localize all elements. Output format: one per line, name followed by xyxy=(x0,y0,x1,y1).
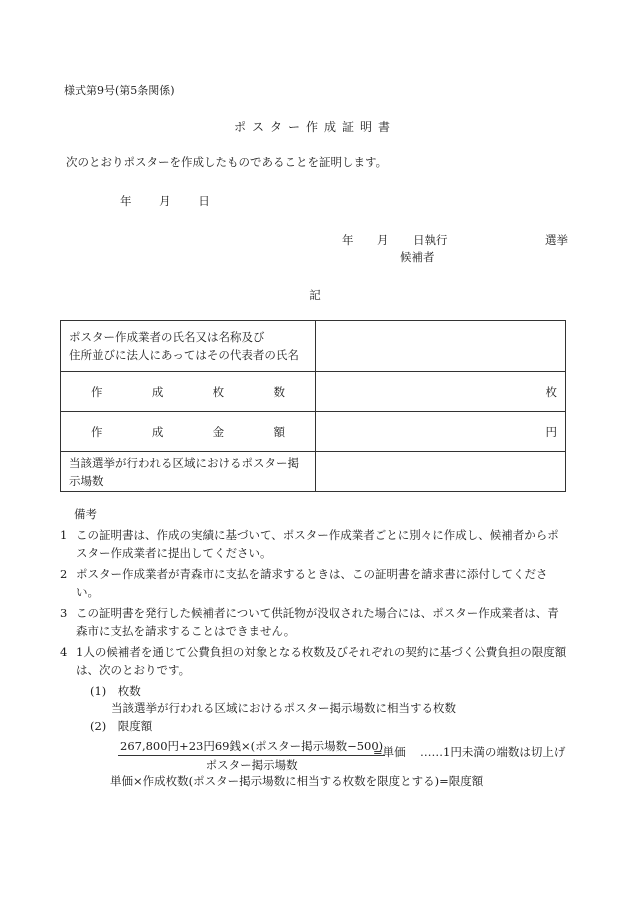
election-day-label: 日執行 xyxy=(413,233,448,247)
note-item xyxy=(60,565,570,601)
election-month-label: 月 xyxy=(377,233,389,247)
sub1-text: 当該選挙が行われる区域におけるポスター掲示場数に相当する枚数 xyxy=(111,701,456,715)
election-suffix: 選挙 xyxy=(545,233,568,247)
note-item xyxy=(60,604,570,640)
amount-unit: 円 xyxy=(545,424,557,439)
boards-value-cell[interactable] xyxy=(316,452,566,492)
boards-label-line1: 当該選挙が行われる区域におけるポスター掲 xyxy=(69,455,299,470)
formula-result: =単価 xyxy=(373,745,406,759)
sub1-label: (1) 枚数 xyxy=(90,684,141,698)
limit-formula: 単価×作成枚数(ポスター掲示場数に相当する枚数を限度とする)=限度額 xyxy=(110,774,484,788)
candidate-label: 候補者 xyxy=(400,250,435,264)
issue-date xyxy=(120,193,234,209)
amount-label-char: 額 xyxy=(273,424,285,439)
note-number: 2 xyxy=(60,567,68,581)
date-month-label: 月 xyxy=(159,194,171,208)
date-day-label: 日 xyxy=(198,194,210,208)
certificate-table xyxy=(60,320,566,492)
table-row xyxy=(61,321,566,372)
quantity-label-char: 成 xyxy=(151,384,164,399)
formula-note: ……1円未満の端数は切上げ xyxy=(420,745,566,759)
note-number: 1 xyxy=(60,528,68,542)
note-number: 3 xyxy=(60,606,68,620)
date-year-label: 年 xyxy=(120,194,132,208)
amount-value-cell[interactable] xyxy=(316,412,566,452)
producer-value-cell[interactable] xyxy=(316,321,566,372)
certification-statement: 次のとおりポスターを作成したものであることを証明します。 xyxy=(66,155,388,169)
quantity-unit: 枚 xyxy=(545,384,557,399)
formula-denominator: ポスター掲示場数 xyxy=(205,758,298,772)
sub2-label: (2) 限度額 xyxy=(90,719,153,733)
amount-label-cell xyxy=(61,412,316,452)
election-year-label: 年 xyxy=(342,233,354,247)
producer-label-line2: 住所並びに法人にあってはその代表者の氏名 xyxy=(69,348,299,362)
boards-label-line2: 示場数 xyxy=(69,473,104,488)
quantity-label-cell xyxy=(61,372,316,412)
amount-label-char: 成 xyxy=(151,424,164,439)
note-text: 1人の候補者を通じて公費負担の対象となる枚数及びそれぞれの契約に基づく公費負担の限度額は、次のとおりです。 xyxy=(76,645,567,677)
boards-label-cell xyxy=(61,452,316,492)
producer-label-cell xyxy=(61,321,316,372)
ki-heading: 記 xyxy=(309,288,321,302)
page-title: ポスター作成証明書 xyxy=(233,120,396,134)
quantity-label-char: 枚 xyxy=(212,384,225,399)
table-row xyxy=(61,412,566,452)
table-row xyxy=(61,452,566,492)
form-number: 様式第9号(第5条関係) xyxy=(64,84,175,97)
note-text: この証明書は、作成の実績に基づいて、ポスター作成業者ごとに別々に作成し、候補者からポスター作成業者に提出してください。 xyxy=(76,528,559,560)
quantity-label-char: 作 xyxy=(91,384,103,399)
quantity-label-char: 数 xyxy=(273,384,285,399)
note-text: ポスター作成業者が青森市に支払を請求するときは、この証明書を請求書に添付してください。 xyxy=(76,567,548,599)
unit-price-fraction xyxy=(118,738,385,773)
note-text: この証明書を発行した候補者について供託物が没収された場合には、ポスター作成業者は、青森市に支払を請求することはできません。 xyxy=(76,606,559,638)
notes-header: 備考 xyxy=(74,507,97,521)
note-item xyxy=(60,643,570,679)
amount-label-char: 作 xyxy=(91,424,103,439)
formula-numerator: 267,800円+23円69銭×(ポスター掲示場数−500) xyxy=(118,738,385,756)
amount-label-char: 金 xyxy=(212,424,225,439)
note-number: 4 xyxy=(60,645,68,659)
quantity-value-cell[interactable] xyxy=(316,372,566,412)
table-row xyxy=(61,372,566,412)
producer-label-line1: ポスター作成業者の氏名又は名称及び xyxy=(69,330,265,344)
note-item xyxy=(60,526,570,562)
